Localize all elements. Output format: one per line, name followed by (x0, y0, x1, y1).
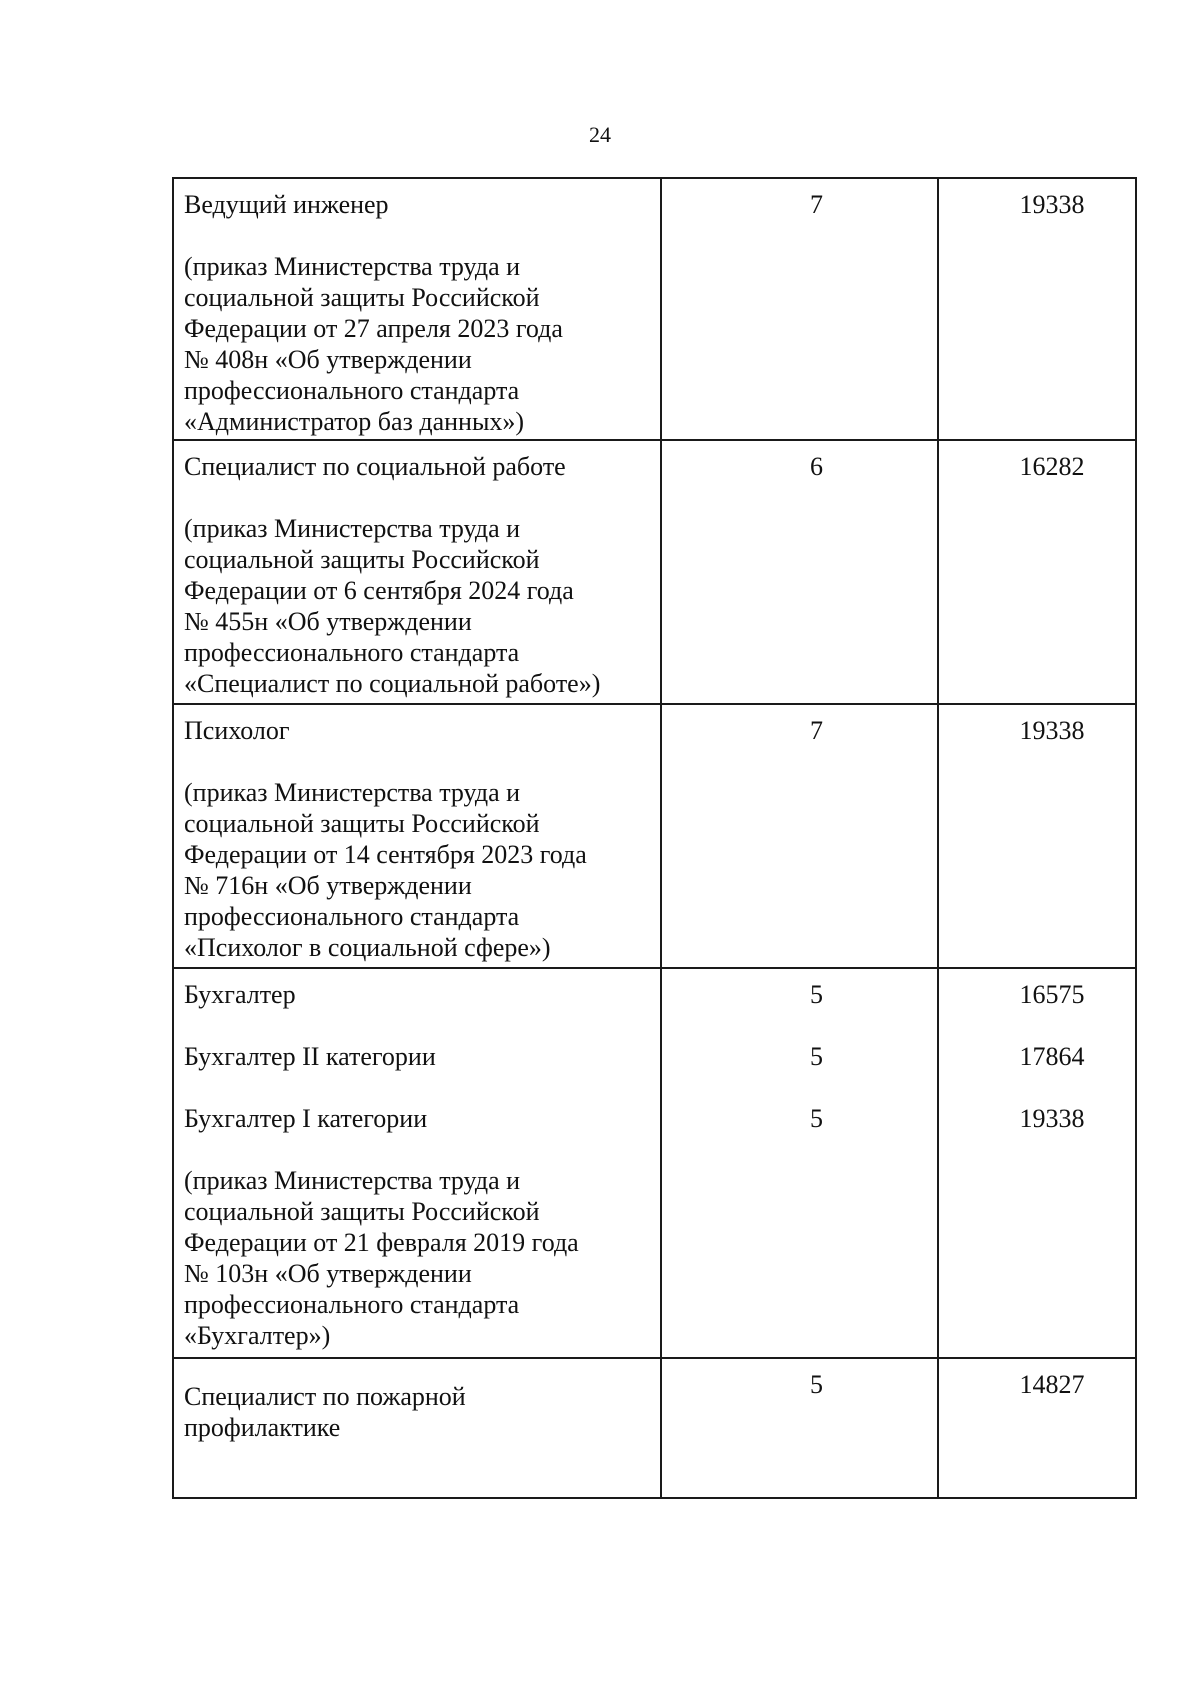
position-cell (173, 1358, 661, 1498)
order-line: «Психолог в социальной сфере») (184, 933, 551, 962)
salary-value: 14827 (1019, 1370, 1085, 1399)
order-reference (184, 1165, 650, 1351)
order-line: социальной защиты Российской (184, 809, 540, 838)
order-line: Федерации от 21 февраля 2019 года (184, 1228, 579, 1257)
salary-value: 19338 (1019, 1104, 1085, 1133)
salary-cell (938, 704, 1136, 968)
level-cell (661, 704, 938, 968)
order-line: (приказ Министерства труда и (184, 778, 521, 807)
salary-cell (938, 1358, 1136, 1498)
page-number: 24 (589, 122, 611, 147)
salary-value: 16282 (1019, 452, 1085, 481)
order-line: «Специалист по социальной работе») (184, 669, 601, 698)
salary-cell (938, 178, 1136, 440)
position-title: Специалист по социальной работе (184, 452, 566, 481)
order-line: профессионального стандарта (184, 376, 520, 405)
position-cell (173, 440, 661, 704)
order-line: Федерации от 6 сентября 2024 года (184, 576, 574, 605)
order-line: № 408н «Об утверждении (184, 345, 472, 374)
level-cell (661, 178, 938, 440)
position-title: Психолог (184, 716, 290, 745)
position-title: профилактике (184, 1413, 341, 1442)
salary-cell (938, 440, 1136, 704)
salary-value: 19338 (1019, 716, 1085, 745)
qualification-level: 5 (810, 980, 823, 1009)
table-row (173, 178, 1136, 440)
position-title: Специалист по пожарной (184, 1382, 466, 1411)
order-line: № 716н «Об утверждении (184, 871, 472, 900)
position-title: Бухгалтер II категории (184, 1042, 436, 1071)
qualification-level: 6 (810, 452, 823, 481)
order-line: Федерации от 14 сентября 2023 года (184, 840, 587, 869)
positions-table (172, 177, 1137, 1499)
position-cell (173, 704, 661, 968)
order-line: «Администратор баз данных») (184, 407, 525, 436)
order-line: социальной защиты Российской (184, 1197, 540, 1226)
position-title: Бухгалтер (184, 980, 296, 1009)
level-cell (661, 968, 938, 1358)
level-cell (661, 440, 938, 704)
order-reference (184, 251, 650, 437)
order-line: профессионального стандарта (184, 902, 520, 931)
order-line: профессионального стандарта (184, 1290, 520, 1319)
order-line: (приказ Министерства труда и (184, 252, 521, 281)
order-reference (184, 513, 650, 699)
salary-cell (938, 968, 1136, 1358)
order-line: социальной защиты Российской (184, 545, 540, 574)
table-row (173, 440, 1136, 704)
order-line: (приказ Министерства труда и (184, 514, 521, 543)
salary-value: 16575 (1019, 980, 1085, 1009)
order-line: (приказ Министерства труда и (184, 1166, 521, 1195)
level-cell (661, 1358, 938, 1498)
qualification-level: 7 (810, 190, 823, 219)
salary-value: 17864 (1019, 1042, 1085, 1071)
qualification-level: 5 (810, 1104, 823, 1133)
order-reference (184, 777, 650, 963)
qualification-level: 5 (810, 1042, 823, 1071)
position-cell (173, 968, 661, 1358)
position-title: Бухгалтер I категории (184, 1104, 428, 1133)
position-cell (173, 178, 661, 440)
order-line: № 455н «Об утверждении (184, 607, 472, 636)
table-row (173, 704, 1136, 968)
order-line: Федерации от 27 апреля 2023 года (184, 314, 563, 343)
table-row (173, 1358, 1136, 1498)
order-line: профессионального стандарта (184, 638, 520, 667)
table-row (173, 968, 1136, 1358)
qualification-level: 5 (810, 1370, 823, 1399)
order-line: социальной защиты Российской (184, 283, 540, 312)
salary-value: 19338 (1019, 190, 1085, 219)
order-line: № 103н «Об утверждении (184, 1259, 472, 1288)
position-title: Ведущий инженер (184, 190, 389, 219)
order-line: «Бухгалтер») (184, 1321, 331, 1350)
qualification-level: 7 (810, 716, 823, 745)
